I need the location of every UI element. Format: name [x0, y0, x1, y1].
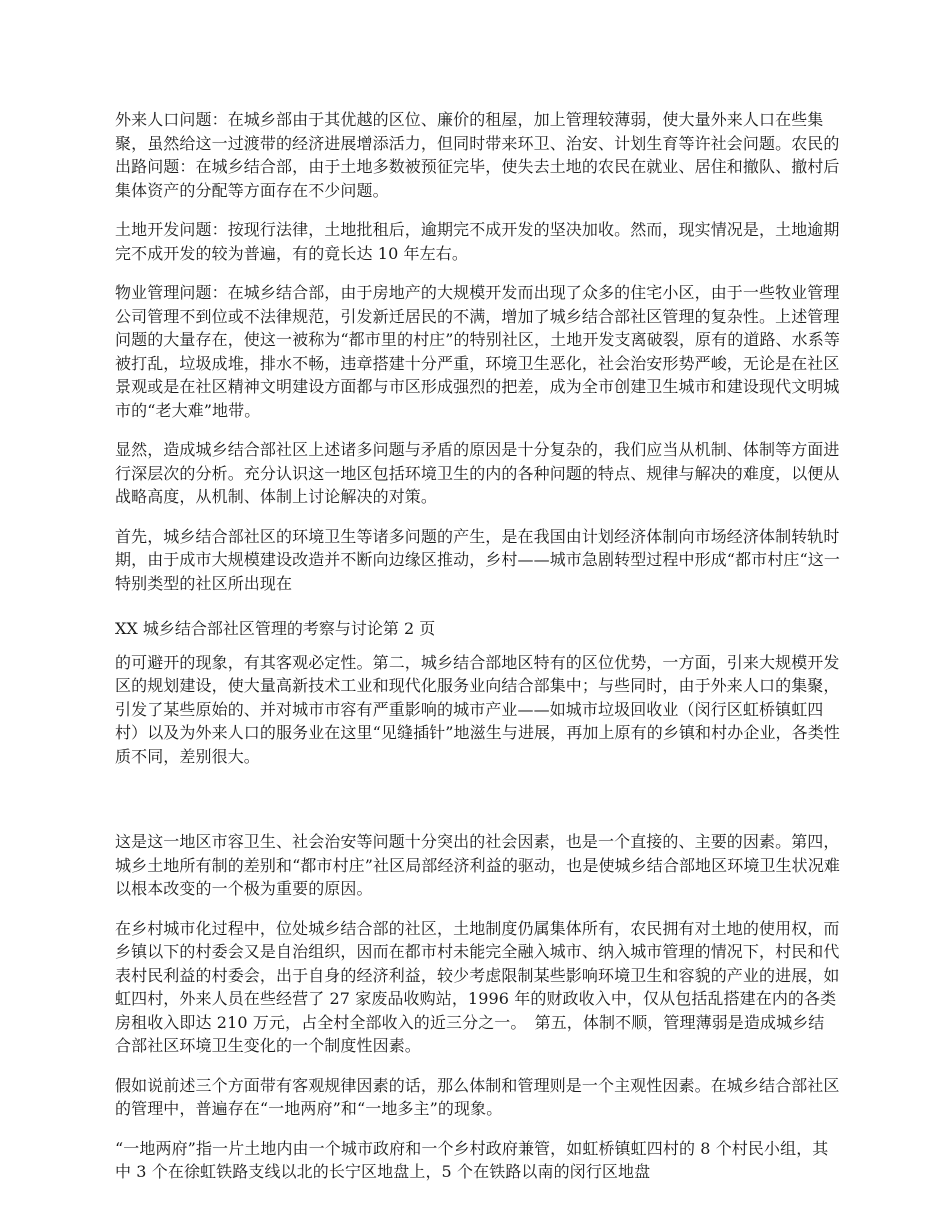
paragraph-fourth-cause: 在乡村城市化过程中，位处城乡结合部的社区，土地制度仍属集体所有，农民拥有对土地的使用权，而乡镇以下的村委会又是自治组织，因而在都市村未能完全融入城市、纳入城市管理的情况下，村民和代表村民利益的村委会，出于自身的经济利益，较少考虑限制某些影响环境卫生和容貌的产业的进展，如虹四村，外来人员在些经营了 27 家废品收购站，1996 年的财政收入中，仅从包括乱搭建在内的各类房租收入即达 210 万元，占全村全部收入的近三分之一。 第五，体制不顺，管理薄弱是造成城乡结合部社区环境卫生变化的一个制度性因素。	[115, 918, 840, 1055]
page-heading: XX 城乡结合部社区管理的考察与讨论第 2 页	[115, 619, 436, 638]
document-page	[115, 108, 840, 1200]
page-break-gap	[115, 784, 840, 830]
paragraph-first-cause: 首先，城乡结合部社区的环境卫生等诸多问题的产生，是在我国由计划经济体制向市场经济体制转轨时期，由于成市大规模建设改造并不断向边缘区推动，乡村——城市急剧转型过程中形成“都市村庄“这一特别类型的社区所出现在	[115, 526, 840, 593]
paragraph-third-cause: 这是这一地区市容卫生、社会治安等问题十分突出的社会因素，也是一个直接的、主要的因素。第四，城乡土地所有制的差别和“都市村庄”社区局部经济利益的驱动，也是使城乡结合部地区环境卫生状况难以根本改变的一个极为重要的原因。	[115, 832, 840, 898]
paragraph-second-cause: 的可避开的现象，有其客观必定性。第二，城乡结合部地区特有的区位优势，一方面，引来大规模开发区的规划建设，使大量高新技术工业和现代化服务业向结合部集中；与些同时，由于外来人口的集聚，引发了某些原始的、并对城市市容有严重影响的城市产业——如城市垃圾回收业（闵行区虹桥镇虹四村）以及为外来人口的服务业在这里“见缝插针”地滋生与进展，再加上原有的乡镇和村办企业，各类性质不同，差别很大。	[115, 652, 840, 766]
paragraph-migrant-population: 外来人口问题：在城乡部由于其优越的区位、廉价的租屋，加上管理较薄弱，使大量外来人口在些集聚，虽然给这一过渡带的经济进展增添活力，但同时带来环卫、治安、计划生育等许社会问题。农民的出路问题：在城乡结合部，由于土地多数被预征完毕，使失去土地的农民在就业、居住和撤队、撤村后集体资产的分配等方面存在不少问题。	[115, 110, 840, 200]
paragraph-property-management: 物业管理问题：在城乡结合部，由于房地产的大规模开发而出现了众多的住宅小区，由于一些牧业管理公司管理不到位或不法律规范，引发新迁居民的不满，增加了城乡结合部社区管理的复杂性。上述管理问题的大量存在，使这一被称为“都市里的村庄”的特别社区，土地开发支离破裂，原有的道路、水系等被打乱，垃圾成堆，排水不畅，违章搭建十分严重，环境卫生恶化，社会治安形势严峻，无论是在社区景观或是在社区精神文明建设方面都与市区形成强烈的把差，成为全市创建卫生城市和建设现代文明城市的“老大难”地带。	[115, 283, 840, 420]
paragraph-two-governments: “一地两府”指一片土地内由一个城市政府和一个乡村政府兼管，如虹桥镇虹四村的 8 个村民小组，其中 3 个在徐虹铁路支线以北的长宁区地盘上，5 个在铁路以南的闵行区地盘	[115, 1138, 829, 1181]
paragraph-land-development: 土地开发问题：按现行法律，土地批租后，逾期完不成开发的坚决加收。然而，现实情况是，土地逾期完不成开发的较为普遍，有的竟长达 10 年左右。	[115, 220, 840, 263]
paragraph-subjective-factor: 假如说前述三个方面带有客观规律因素的话，那么体制和管理则是一个主观性因素。在城乡结合部社区的管理中，普遍存在“一地两府”和“一地多主”的现象。	[115, 1075, 840, 1118]
paragraph-analysis: 显然，造成城乡结合部社区上述诸多问题与矛盾的原因是十分复杂的，我们应当从机制、体制等方面进行深层次的分析。充分认识这一地区包括环境卫生的内的各种问题的特点、规律与解决的难度，以便从战略高度，从机制、体制上讨论解决的对策。	[115, 440, 840, 506]
